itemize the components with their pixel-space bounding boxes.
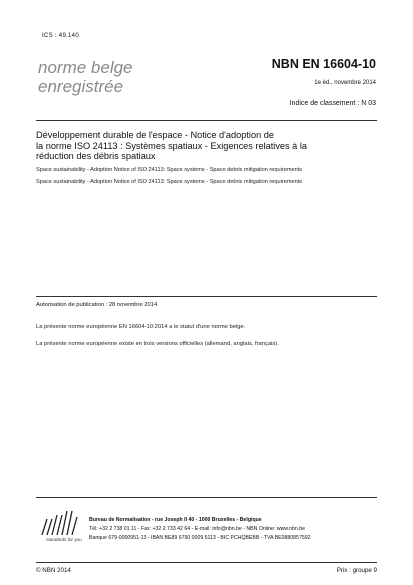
- copyright: © NBN 2014: [36, 567, 71, 574]
- divider-top: [36, 120, 377, 121]
- publication-authorization: Autorisation de publication : 28 novembre 2014: [36, 302, 158, 308]
- standard-number: NBN EN 16604-10: [271, 57, 376, 71]
- french-title-line1: Développement durable de l'espace - Notice d'adoption de: [36, 130, 274, 140]
- divider-bottom: [36, 497, 377, 498]
- status-paragraph: La présente norme européenne EN 16604-10:2014 a le statut d'une norme belge.: [36, 324, 246, 330]
- address-line3: Banque 679-0000951-13 - IBAN BE89 6790 0009 5113 - BIC PCHQBEBB - TVA BE0880857592: [89, 535, 311, 541]
- versions-paragraph: La présente norme européenne existe en trois versions officielles (allemand, anglais, français).: [36, 341, 279, 347]
- french-title-line3: réduction des débris spatiaux: [36, 151, 156, 161]
- french-title-line2: la norme ISO 24113 : Systèmes spatiaux - Exigences relatives à la: [36, 140, 307, 151]
- price-group: Prix : groupe 9: [336, 567, 377, 574]
- classement-index: Indice de classement : N 03: [289, 100, 376, 107]
- english-title-line1: Space sustainability - Adoption Notice of ISO 24113: Space systems - Space debris mitigation requirements: [36, 167, 303, 173]
- french-title: [36, 130, 381, 162]
- divider-middle: [36, 296, 377, 297]
- address-line1: Bureau de Normalisation - rue Joseph II 40 - 1000 Bruxelles - Belgique: [89, 517, 262, 523]
- ics-code: ICS : 49.140: [42, 33, 79, 39]
- address-line2: Tél: +32 2 738 01 11 - Fax: +32 2 733 42 64 - E-mail: info@nbn.be - NBN Online: www.nbn.be: [89, 526, 305, 532]
- norme-title-line2: enregistrée: [38, 77, 124, 96]
- english-title-line2: Space sustainability - Adoption Notice of ISO 24113: Space systems - Space debris mitigation requirements: [36, 179, 303, 185]
- divider-footer: [36, 562, 377, 563]
- nbn-logo-icon: [34, 507, 86, 555]
- edition: 1e éd., novembre 2014: [314, 80, 376, 86]
- logo-tagline: standards for you: [46, 537, 82, 542]
- norme-title: [38, 58, 198, 96]
- norme-title-line1: norme belge: [38, 58, 133, 77]
